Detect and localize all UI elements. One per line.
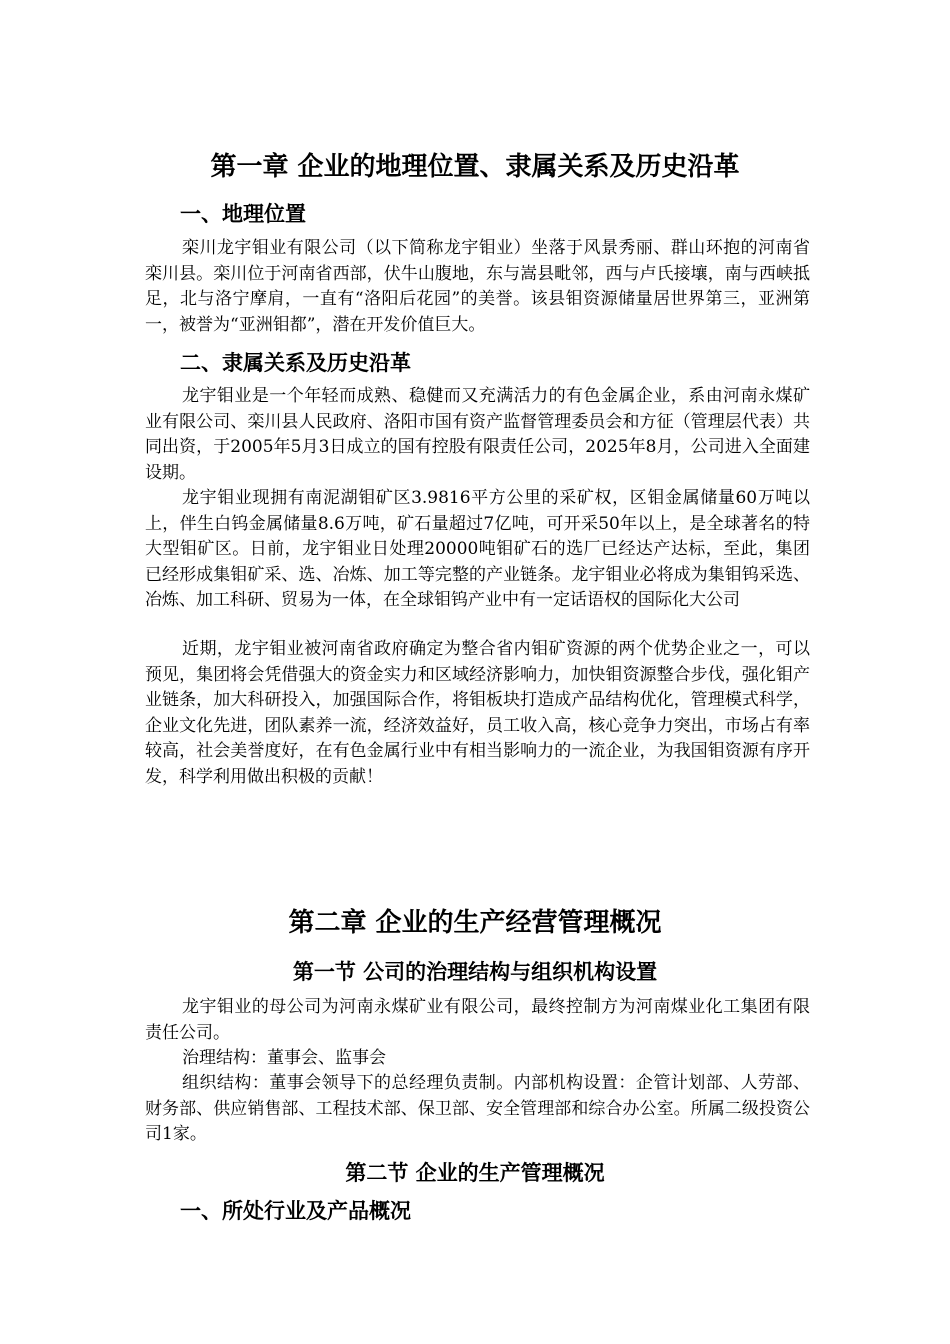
chapter-2-title: 第二章 企业的生产经营管理概况 xyxy=(288,908,662,938)
paragraph-recent-development: 近期，龙宇钼业被河南省政府确定为整合省内钼矿资源的两个优势企业之一，可以预见，集团将会凭借强大的资金实力和区域经济影响力，加快钼资源整合步伐，强化钼产业链条，加大科研投入，加强国际合作，将钼板块打造成产品结构优化，管理模式科学，企业文化先进，团队素养一流，经济效益好，员工收入高，核心竞争力突出，市场占有率较高，社会美誉度好，在有色金属行业中有相当影响力的一流企业，为我国钼资源有序开发，科学利用做出积极的贡献！ xyxy=(145,639,810,787)
section-governance-heading: 第一节 公司的治理结构与组织机构设置 xyxy=(292,960,658,984)
section-production-heading: 第二节 企业的生产管理概况 xyxy=(345,1161,605,1185)
section-affiliation-heading: 二、隶属关系及历史沿革 xyxy=(180,351,411,375)
paragraph-mining-rights: 龙宇钼业现拥有南泥湖钼矿区3.9816平方公里的采矿权，区钼金属储量60万吨以上，伴生白钨金属储量8.6万吨，矿石量超过7亿吨，可开采50年以上，是全球著名的特大型钼矿区。日前，龙宇钼业日处理20000吨钼矿石的选厂已经达产达标，至此，集团已经形成集钼矿采、选、冶炼、加工等完整的产业链条。龙宇钼业必将成为集钼钨采选、冶炼、加工科研、贸易为一体，在全球钼钨产业中有一定话语权的国际化大公司 xyxy=(145,488,810,610)
paragraph-geography: 栾川龙宇钼业有限公司（以下简称龙宇钼业）坐落于风景秀丽、群山环抱的河南省栾川县。栾川位于河南省西部，伏牛山腹地，东与嵩县毗邻，西与卢氏接壤，南与西峡抵足，北与洛宁摩肩，一直有“洛阳后花园”的美誉。该县钼资源储量居世界第三，亚洲第一，被誉为“亚洲钼都”，潜在开发价值巨大。 xyxy=(145,238,810,335)
subsection-industry-products-heading: 一、所处行业及产品概况 xyxy=(180,1199,411,1223)
chapter-1-title: 第一章 企业的地理位置、隶属关系及历史沿革 xyxy=(210,152,740,182)
paragraph-organization-structure: 组织结构：董事会领导下的总经理负责制。内部机构设置：企管计划部、人劳部、财务部、供应销售部、工程技术部、保卫部、安全管理部和综合办公室。所属二级投资公司1家。 xyxy=(145,1073,810,1144)
section-geography-heading: 一、地理位置 xyxy=(180,202,306,226)
paragraph-affiliation: 龙宇钼业是一个年轻而成熟、稳健而又充满活力的有色金属企业，系由河南永煤矿业有限公司、栾川县人民政府、洛阳市国有资产监督管理委员会和方征（管理层代表）共同出资，于2005年5月3日成立的国有控股有限责任公司，2025年8月，公司进入全面建设期。 xyxy=(145,386,810,483)
paragraph-parent-company: 龙宇钼业的母公司为河南永煤矿业有限公司，最终控制方为河南煤业化工集团有限责任公司。 xyxy=(145,997,810,1043)
paragraph-governance-structure: 治理结构：董事会、监事会 xyxy=(182,1048,386,1068)
